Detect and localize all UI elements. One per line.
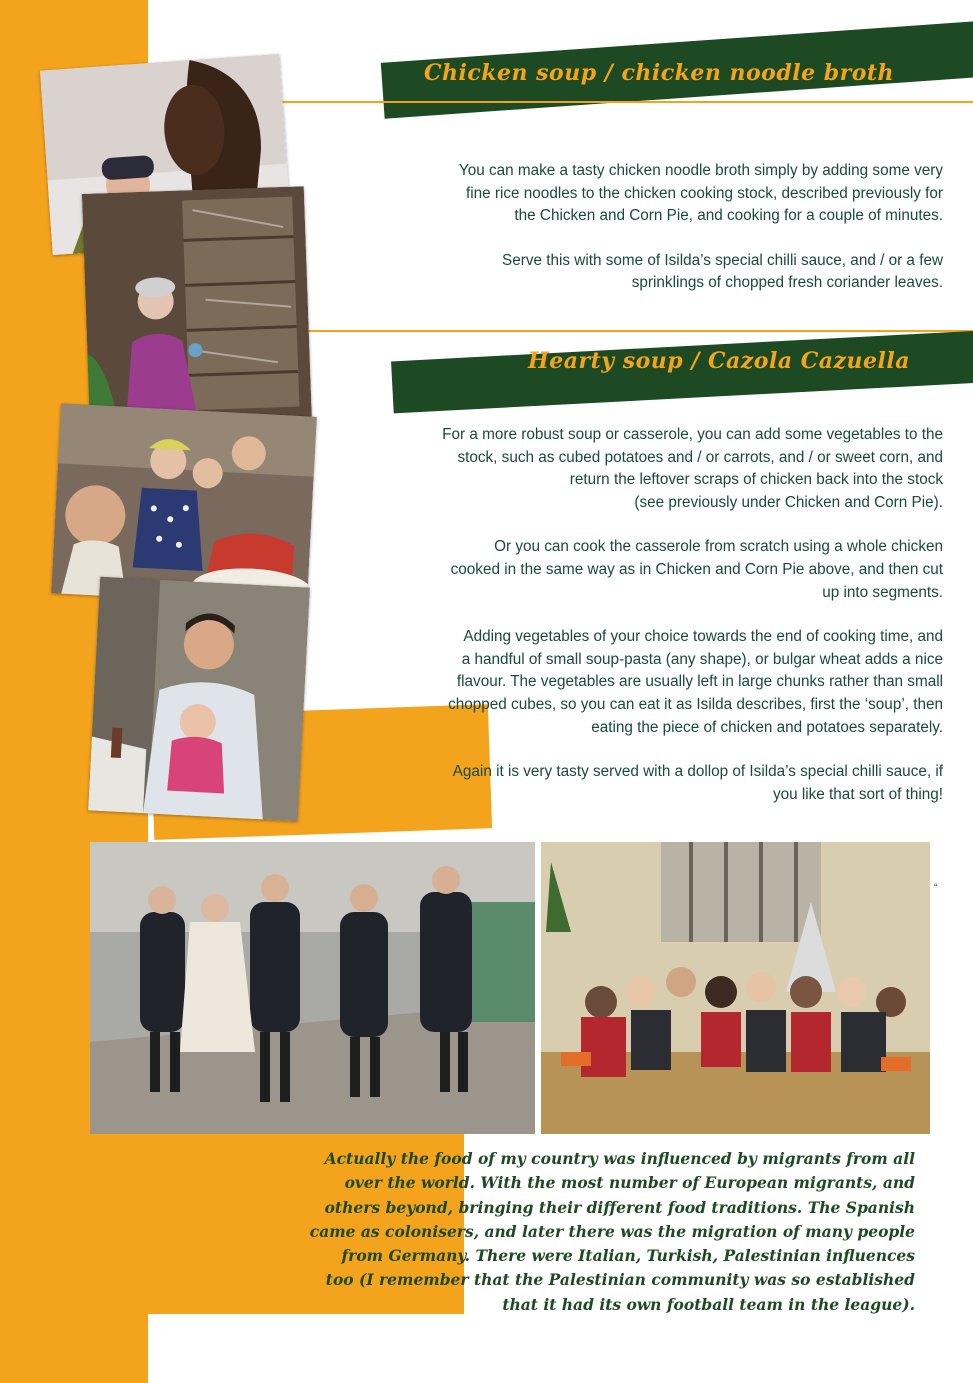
section2-paragraph-2: Or you can cook the casserole from scratch using a whole chicken cooked in the same way as in Chicken and Corn Pie above, and then cut up into segments.	[450, 538, 943, 601]
section1-rule	[280, 101, 973, 103]
photo-women-walking	[90, 842, 535, 1134]
section1-body	[343, 160, 943, 295]
section2-paragraph-3: Adding vegetables of your choice towards the end of cooking time, and a handful of small soup-pasta (any shape), or bulgar wheat adds a nice flavour. The vegetables are usually left in large chunks rather than small chopped cubes, so you can eat it as Isilda describes, first the ‘soup’, then eating the piece of chicken and potatoes separately.	[448, 628, 943, 736]
section2-title: Hearty soup / Cazola Cazuella	[528, 348, 910, 374]
section1-paragraph-2: Serve this with some of Isilda’s special chilli sauce, and / or a few sprinklings of chopped fresh coriander leaves.	[502, 251, 943, 292]
quote-line: came as colonisers, and later there was the migration of many people	[309, 1221, 915, 1241]
quote-line: over the world. With the most number of European migrants, and	[344, 1173, 915, 1193]
photo-children-cake	[51, 403, 317, 606]
quote-line: others beyond, bringing their different food traditions. The Spanish	[324, 1197, 915, 1217]
section2-paragraph-1: For a more robust soup or casserole, you can add some vegetables to the stock, such as cubed potatoes and / or carrots, and / or sweet corn, and return the leftover scraps of chicken back into the stock (see previously under Chicken and Corn Pie).	[442, 426, 943, 511]
section2-rule	[262, 330, 973, 332]
photo-father-baby	[88, 577, 310, 822]
quote-line: from Germany. There were Italian, Turkish, Palestinian influences	[341, 1246, 915, 1266]
section1-title: Chicken soup / chicken noodle broth	[424, 60, 895, 86]
section2-paragraph-4: Again it is very tasty served with a dollop of Isilda’s special chilli sauce, if you like that sort of thing!	[452, 763, 943, 803]
quote-mark: “	[934, 882, 938, 894]
section2-body	[323, 424, 943, 806]
quote-block	[155, 1147, 915, 1317]
photo-grandmother-door	[82, 186, 312, 434]
section1-paragraph-1: You can make a tasty chicken noodle broth simply by adding some very fine rice noodles to the chicken cooking stock, described previously for the Chicken and Corn Pie, and cooking for a couple of minutes.	[458, 162, 943, 225]
quote-line: that it had its own football team in the league).	[502, 1294, 915, 1314]
quote-line: too (I remember that the Palestinian community was so established	[325, 1270, 915, 1290]
photo-group-christmas	[541, 842, 930, 1134]
quote-line: Actually the food of my country was influenced by migrants from all	[324, 1149, 915, 1168]
